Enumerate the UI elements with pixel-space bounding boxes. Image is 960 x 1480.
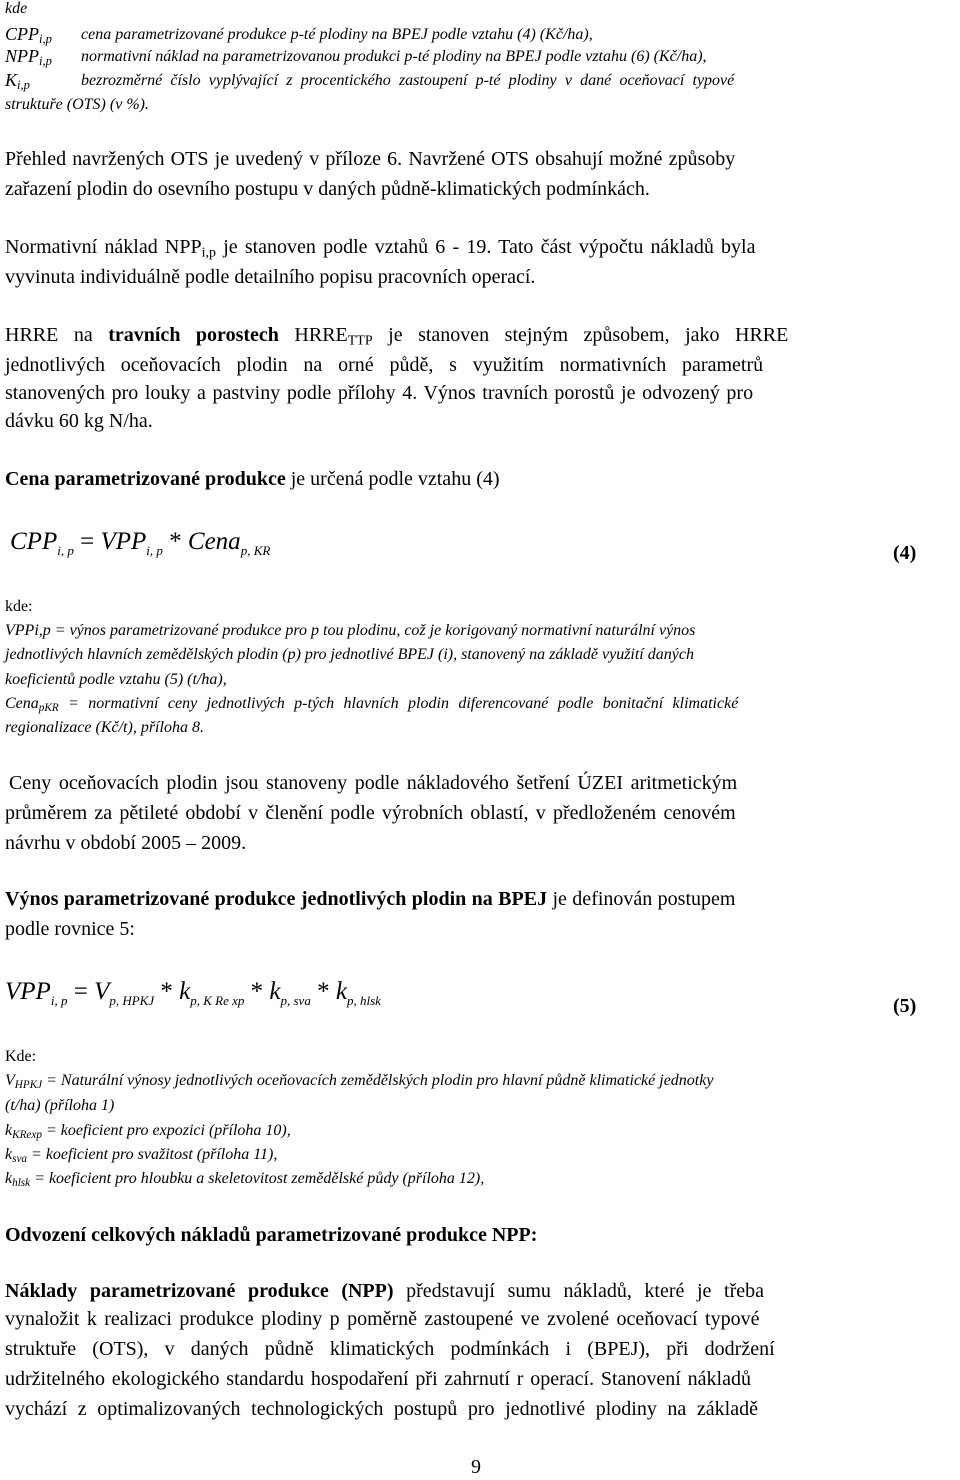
def-vpp-line2: jednotlivých hlavních zemědělských plodin (p) pro jednotlivé BPEJ (i), stanovený na základě využití daných <box>5 646 694 663</box>
para-npp-line2: vyvinuta individuálně podle detailního popisu pracovních operací. <box>5 266 536 288</box>
def-npp-text: normativní náklad na parametrizovanou produkci p-té plodiny na BPEJ podle vztahu (6) (Kč/ha), <box>81 48 707 65</box>
para-naklady-line3: struktuře (OTS), v daných půdně klimatických podmínkách i (BPEJ), při dodržení <box>5 1338 775 1360</box>
kde-label-1: kde <box>5 0 28 17</box>
def-npp-symbol: $NPP_{i,p}$ <box>5 46 52 69</box>
para-hrre-line1: HRRE na travních porostech $HRRE_{TTP}$ je stanoven stejným způsobem, jako HRRE <box>5 324 789 349</box>
para-naklady-line2: vynaložit k realizaci produkce plodiny p poměrně zastoupené ve zvolené oceňovací typové <box>5 1308 760 1330</box>
def-k-hlsk: $k_{hlsk}$ = koeficient pro hloubku a skeletovitost zemědělské půdy (příloha 12), <box>5 1170 485 1189</box>
def-k-sva: $k_{sva}$ = koeficient pro svažitost (příloha 11), <box>5 1146 278 1165</box>
def-k-krexp: $k_{KRexp}$ = koeficient pro expozici (příloha 10), <box>5 1122 291 1141</box>
para-naklady-line5: vychází z optimalizovaných technologických postupů pro jednotlivé plodiny na základě <box>5 1398 758 1420</box>
para-ceny-line1: Ceny oceňovacích plodin jsou stanoveny podle nákladového šetření ÚZEI aritmetickým <box>9 772 738 794</box>
equation-5-number: (5) <box>893 995 917 1017</box>
page-number: 9 <box>471 1456 481 1478</box>
def-v-line2: (t/ha) (příloha 1) <box>5 1097 115 1114</box>
def-k-text: bezrozměrné číslo vyplývající z procentického zastoupení p-té plodiny v dané oceňovací typové <box>81 72 735 89</box>
para-ceny-line3: návrhu v období 2005 – 2009. <box>5 832 247 854</box>
equation-4: $CPP_{i, p} = VPP_{i, p}$ * Cena$_{p, KR}$ <box>10 528 271 558</box>
def-v-line1: $V_{HPKJ}$ = Naturální výnosy jednotlivých oceňovacích zemědělských plodin pro hlavní půdně klimatické jednotky <box>5 1072 714 1091</box>
para-ceny-line2: průměrem za pětileté období v členění podle výrobních oblastí, v předloženém cenovém <box>5 802 736 824</box>
heading-odvozeni: Odvození celkových nákladů parametrizované produkce NPP: <box>5 1224 538 1246</box>
para-vynos-line1: Výnos parametrizované produkce jednotlivých plodin na BPEJ je definován postupem <box>5 888 736 910</box>
para-npp-line1: Normativní náklad $NPP_{i,p}$ je stanoven podle vztahů 6 - 19. Tato část výpočtu nákladů byla <box>5 236 756 261</box>
kde-label-2: kde: <box>5 598 33 615</box>
para-ots-line1: Přehled navržených OTS je uvedený v příloze 6. Navržené OTS obsahují možné způsoby <box>5 148 736 170</box>
def-cena-line1: Cena$_{pKR}$ = normativní ceny jednotlivých p-tých hlavních plodin diferencované podle bonitační klimatické <box>5 695 739 714</box>
def-vpp-line3: koeficientů podle vztahu (5) (t/ha), <box>5 671 227 688</box>
def-cpp-symbol: $CPP_{i,p}$ <box>5 24 52 47</box>
def-k-text-cont: struktuře (OTS) (v %). <box>5 96 149 113</box>
para-cena: Cena parametrizované produkce je určená podle vztahu (4) <box>5 468 500 490</box>
equation-5: $VPP_{i, p} = V_{p, HPKJ} * k_{p, K Re xp} * k_{p, sva} * k_{p, hlsk}$ <box>5 978 381 1008</box>
para-naklady-line4: udržitelného ekologického standardu hospodaření při zahrnutí r operací. Stanovení nákladů <box>5 1368 751 1390</box>
equation-4-number: (4) <box>893 542 917 564</box>
para-hrre-line3: stanovených pro louky a pastviny podle přílohy 4. Výnos travních porostů je odvozený pro <box>5 382 754 404</box>
def-k-symbol: $K_{i,p}$ <box>5 70 30 93</box>
para-ots-line2: zařazení plodin do osevního postupu v daných půdně-klimatických podmínkách. <box>5 178 650 200</box>
para-naklady-line1: Náklady parametrizované produkce (NPP) představují sumu nákladů, které je třeba <box>5 1280 765 1302</box>
para-hrre-line2: jednotlivých oceňovacích plodin na orné půdě, s využitím normativních parametrů <box>5 354 764 376</box>
para-hrre-line4: dávku 60 kg N/ha. <box>5 410 153 432</box>
def-vpp-line1: VPPi,p = výnos parametrizované produkce pro p tou plodinu, což je korigovaný normativní naturální výnos <box>5 622 696 639</box>
para-vynos-line2: podle rovnice 5: <box>5 918 135 940</box>
kde-label-3: Kde: <box>5 1048 37 1065</box>
def-cpp-text: cena parametrizované produkce p-té plodiny na BPEJ podle vztahu (4) (Kč/ha), <box>81 26 593 43</box>
def-cena-line2: regionalizace (Kč/t), příloha 8. <box>5 719 204 736</box>
